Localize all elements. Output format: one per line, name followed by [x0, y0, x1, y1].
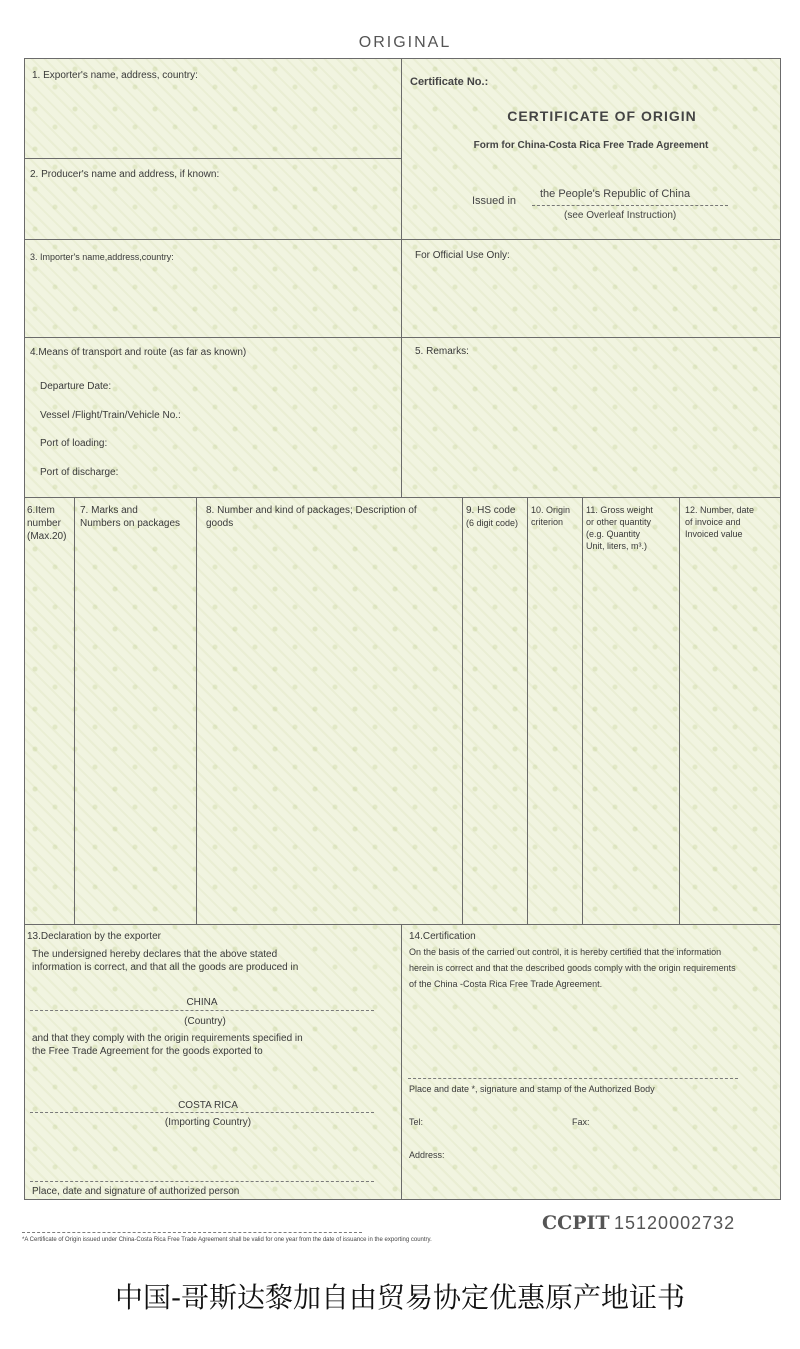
- col-packages-line1: 8. Number and kind of packages; Description of: [206, 505, 417, 516]
- transport-label: 4.Means of transport and route (as far as known): [30, 347, 247, 358]
- validity-footnote: *A Certificate of Origin issued under China-Costa Rica Free Trade Agreement shall be valid for one year from the date of issuance in the exporting country.: [22, 1237, 432, 1243]
- ccpit-serial: [542, 1212, 735, 1234]
- exporter-label: 1. Exporter's name, address, country:: [32, 70, 198, 81]
- authorized-body-line: [408, 1078, 738, 1079]
- certification-text-2: herein is correct and that the described goods comply with the origin requirements: [409, 963, 736, 973]
- col-invoice-line1: 12. Number, date: [685, 505, 755, 515]
- declaration-text-1: The undersigned hereby declares that the above stated: [32, 949, 278, 960]
- importing-country-value: COSTA RICA: [178, 1100, 238, 1111]
- divider-box1-box2: [25, 158, 401, 159]
- declaration-label: 13.Declaration by the exporter: [27, 931, 161, 942]
- declaration-text-3: and that they comply with the origin requirements specified in: [32, 1033, 303, 1044]
- departure-date-label: Departure Date:: [40, 381, 112, 392]
- divider-bottom-middle: [401, 924, 402, 1200]
- certification-text-3: of the China -Costa Rica Free Trade Agreement.: [409, 979, 603, 989]
- authorized-body-label: Place and date *, signature and stamp of the Authorized Body: [409, 1084, 655, 1094]
- divider-col4: [527, 497, 528, 924]
- col-hs-code: [466, 504, 526, 530]
- importer-label: 3. Importer's name,address,country:: [30, 252, 174, 262]
- col-invoice-line2: of invoice and: [685, 517, 741, 527]
- divider-top-middle: [401, 59, 402, 497]
- col-origin-line2: criterion: [531, 517, 564, 527]
- producing-country-value: CHINA: [186, 997, 218, 1008]
- original-mark: ORIGINAL: [358, 34, 452, 51]
- issuing-country: the People's Republic of China: [540, 188, 691, 200]
- address-label: Address:: [409, 1150, 445, 1160]
- divider-col3: [462, 497, 463, 924]
- divider-row3: [25, 337, 780, 338]
- col-weight-line1: 11. Gross weight: [586, 505, 653, 515]
- importing-country-line: [30, 1112, 374, 1113]
- col-weight-line4: Unit, liters, m³.): [586, 541, 648, 551]
- producing-country-line: [30, 1010, 374, 1011]
- col-marks: [80, 504, 195, 530]
- certificate-title: CERTIFICATE OF ORIGIN: [507, 108, 697, 124]
- declaration-text-4: the Free Trade Agreement for the goods exported to: [32, 1046, 263, 1057]
- col-hs-line2: (6 digit code): [466, 518, 519, 528]
- remarks-label: 5. Remarks:: [415, 346, 469, 357]
- divider-row2: [25, 239, 780, 240]
- divider-col6: [679, 497, 680, 924]
- col-item-number: [27, 504, 73, 543]
- certificate-subtitle: Form for China-Costa Rica Free Trade Agreement: [473, 140, 709, 151]
- producer-label: 2. Producer's name and address, if known:: [30, 169, 220, 180]
- col-item-line1: 6.Item: [27, 505, 55, 516]
- chinese-title: 中国-哥斯达黎加自由贸易协定优惠原产地证书: [114, 1281, 686, 1314]
- col-marks-line2: Numbers on packages: [80, 518, 181, 529]
- certification-label: 14.Certification: [409, 931, 476, 942]
- divider-col1: [74, 497, 75, 924]
- port-discharge-label: Port of discharge:: [40, 467, 119, 478]
- col-invoice-line3: Invoiced value: [685, 529, 743, 539]
- overleaf-instruction: (see Overleaf Instruction): [564, 210, 677, 221]
- col-weight-line2: or other quantity: [586, 517, 652, 527]
- col-packages: [206, 504, 461, 530]
- port-loading-label: Port of loading:: [40, 438, 108, 449]
- serial-number: 15120002732: [614, 1213, 736, 1233]
- divider-row4: [25, 497, 780, 498]
- signature-line: [30, 1181, 374, 1182]
- issued-in-label: Issued in: [472, 195, 517, 207]
- col-packages-line2: goods: [206, 518, 234, 529]
- col-gross-weight: [586, 504, 680, 552]
- divider-row5: [25, 924, 780, 925]
- divider-col5: [582, 497, 583, 924]
- official-use-label: For Official Use Only:: [415, 250, 510, 261]
- col-origin-criterion: [531, 504, 583, 528]
- tel-label: Tel:: [409, 1117, 424, 1127]
- signature-label: Place, date and signature of authorized person: [32, 1186, 240, 1197]
- vessel-label: Vessel /Flight/Train/Vehicle No.:: [40, 410, 181, 421]
- declaration-text-2: information is correct, and that all the goods are produced in: [32, 962, 299, 973]
- importing-country-caption: (Importing Country): [164, 1117, 252, 1128]
- col-marks-line1: 7. Marks and: [80, 505, 138, 516]
- col-origin-line1: 10. Origin: [531, 505, 571, 515]
- certificate-no-label: Certificate No.:: [410, 76, 489, 88]
- certification-text-1: On the basis of the carried out control, it is hereby certified that the information: [409, 947, 722, 957]
- ccpit-mark: CCPIT: [542, 1212, 610, 1234]
- col-weight-line3: (e.g. Quantity: [586, 529, 641, 539]
- issuing-country-underline: [532, 205, 728, 206]
- divider-col2: [196, 497, 197, 924]
- col-item-line2: number: [27, 518, 61, 529]
- certificate-form: [24, 58, 781, 1200]
- col-invoice: [685, 504, 780, 540]
- col-item-line3: (Max.20): [27, 531, 67, 542]
- footnote-separator: [22, 1232, 362, 1233]
- col-hs-line1: 9. HS code: [466, 505, 516, 516]
- producing-country-caption: (Country): [184, 1016, 226, 1027]
- fax-label: Fax:: [572, 1117, 590, 1127]
